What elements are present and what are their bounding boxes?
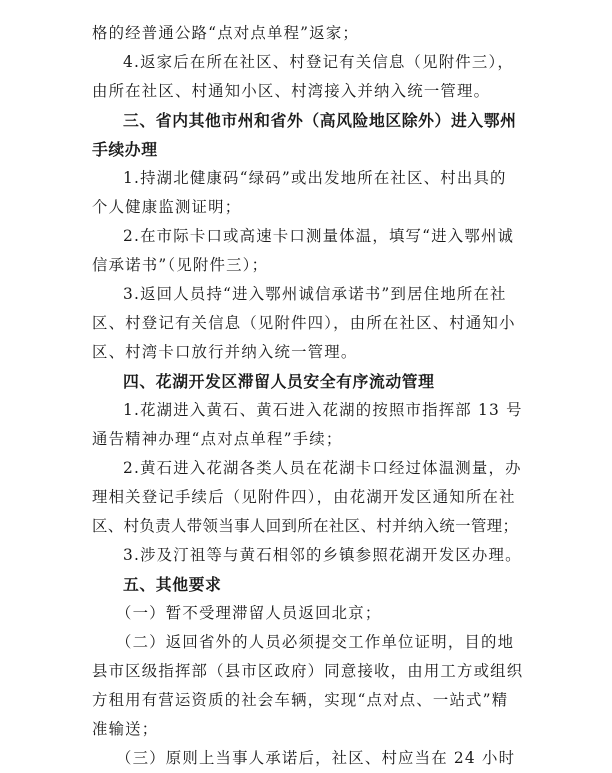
text-line: 格的经普通公路“点对点单程”返家； bbox=[92, 24, 359, 42]
text-line: 1.花湖进入黄石、黄石进入花湖的按照市指挥部 13 号 bbox=[123, 401, 523, 419]
text-line: 信承诺书”（见附件三）； bbox=[92, 256, 269, 274]
text-line: 准输送； bbox=[92, 720, 159, 738]
text-line: 由所在社区、村通知小区、村湾接入并纳入统一管理。 bbox=[92, 82, 491, 100]
text-line: 通告精神办理“点对点单程”手续； bbox=[92, 430, 343, 448]
text-line: 3.返回人员持“进入鄂州诚信承诺书”到居住地所在社 bbox=[123, 285, 507, 303]
section-heading-3-cont: 手续办理 bbox=[92, 140, 158, 159]
text-line: 2.在市际卡口或高速卡口测量体温，填写“进入鄂州诚 bbox=[123, 227, 515, 245]
text-line: 区、村负责人带领当事人回到所在社区、村并纳入统一管理； bbox=[92, 517, 519, 535]
text-line: 理相关登记手续后（见附件四），由花湖开发区通知所在社 bbox=[92, 488, 516, 506]
section-heading-3: 三、省内其他市州和省外（高风险地区除外）进入鄂州 bbox=[123, 111, 517, 130]
text-line: （一）暂不受理滞留人员返回北京； bbox=[116, 604, 382, 622]
text-line: 区、村湾卡口放行并纳入统一管理。 bbox=[92, 343, 358, 361]
section-heading-5: 五、其他要求 bbox=[123, 575, 222, 594]
section-heading-4: 四、花湖开发区滞留人员安全有序流动管理 bbox=[123, 372, 435, 391]
document-page bbox=[92, 19, 524, 773]
text-line: 方租用有营运资质的社会车辆，实现“点对点、一站式”精 bbox=[92, 691, 509, 709]
text-line: 4.返家后在所在社区、村登记有关信息（见附件三）， bbox=[123, 53, 514, 71]
text-line: 1.持湖北健康码“绿码”或出发地所在社区、村出具的 bbox=[123, 169, 507, 187]
text-line: 个人健康监测证明； bbox=[92, 198, 242, 216]
text-line: （三）原则上当事人承诺后，社区、村应当在 24 小时 bbox=[116, 749, 516, 767]
text-line: 县市区级指挥部（县市区政府）同意接收，由用工方或组织 bbox=[92, 662, 524, 680]
text-line: （二）返回省外的人员必须提交工作单位证明，目的地 bbox=[116, 633, 515, 651]
text-line: 2.黄石进入花湖各类人员在花湖卡口经过体温测量，办 bbox=[123, 459, 522, 477]
text-line: 区、村登记有关信息（见附件四），由所在社区、村通知小 bbox=[92, 314, 516, 332]
text-line: 3.涉及汀祖等与黄石相邻的乡镇参照花湖开发区办理。 bbox=[123, 546, 522, 564]
